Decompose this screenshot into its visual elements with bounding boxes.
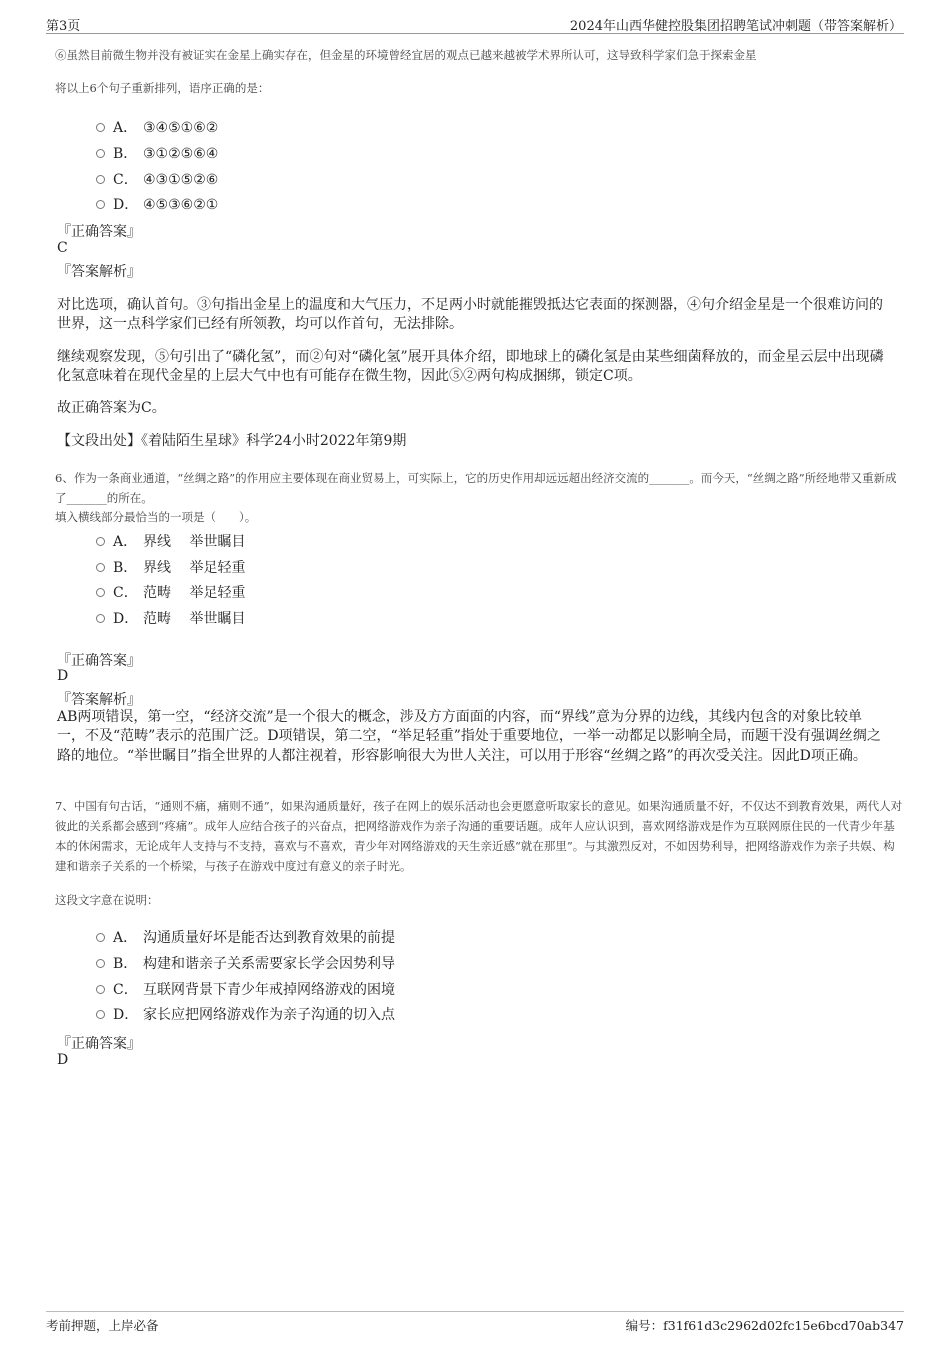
q5-analysis-paragraph-1: 对比选项，确认首句。③句指出金星上的温度和大气压力，不足两小时就能摧毁抵达它表面的探测器，④句介绍金星是一个很难访问的世界，这一点科学家们已经有所领教，均可以作首句，无法排除。: [57, 297, 883, 333]
radio-icon[interactable]: [96, 563, 105, 572]
q6-answer-label: 『正确答案』: [57, 653, 141, 669]
q6-option-c[interactable]: C． 范畴 举足轻重: [96, 582, 245, 602]
document-title: 2024年山西华健控股集团招聘笔试冲刺题（带答案解析）: [569, 19, 902, 34]
radio-icon[interactable]: [96, 614, 105, 623]
q5-answer: C: [57, 240, 68, 256]
q6-option-b[interactable]: B． 界线 举足轻重: [96, 557, 245, 577]
q5-analysis-label: 『答案解析』: [57, 264, 141, 280]
q7-stem: 7、中国有句古话，“通则不痛，痛则不通”，如果沟通质量好，孩子在网上的娱乐活动也会更愿意听取家长的意见。如果沟通质量不好，不仅达不到教育效果，两代人对彼此的关系都会感到“疼痛”。成年人应结合孩子的兴奋点，把网络游戏作为亲子沟通的重要话题。成年人应认识到，喜欢网络游戏是作为互联网原住民的一代青少年基本的休闲需求，无论成年人支持与不支持，喜欢与不喜欢，青少年对网络游戏的天生亲近感“就在那里”。与其激烈反对，不如因势利导，把网络游戏作为亲子共娱、构建和谐亲子关系的一个桥梁，与孩子在游戏中度过有意义的亲子时光。: [55, 799, 903, 874]
q5-option-d[interactable]: D． ④⑤③⑥②①: [96, 194, 218, 214]
page-header: [46, 12, 904, 34]
q5-instruction: 将以上6个句子重新排列，语序正确的是：: [55, 81, 270, 95]
q7-option-a[interactable]: A． 沟通质量好坏是能否达到教育效果的前提: [96, 927, 395, 947]
q6-analysis: AB两项错误，第一空，“经济交流”是一个很大的概念，涉及方方面面的内容，而“界线”意为分界的边线，其线内包含的对象比较单一，不及“范畴”表示的范围广泛。D项错误，第二空，“举足轻重”指处于重要地位，一举一动都足以影响全局，而题干没有强调丝绸之路的地位。“举世瞩目”指全世界的人都注视着，形容影响很大为世人关注，可以用于形容“丝绸之路”的再次受关注。因此D项正确。: [57, 709, 881, 764]
page-number: 第3页: [46, 19, 81, 34]
q7-option-c[interactable]: C． 互联网背景下青少年戒掉网络游戏的困境: [96, 979, 395, 999]
q7-answer: D: [57, 1052, 69, 1068]
q7-option-d[interactable]: D． 家长应把网络游戏作为亲子沟通的切入点: [96, 1004, 395, 1024]
q5-sentence-6: ⑥虽然目前微生物并没有被证实在金星上确实存在，但金星的环境曾经宜居的观点已越来越被学术界所认可，这导致科学家们急于探索金星: [55, 48, 757, 62]
q6-answer: D: [57, 668, 69, 684]
footer-slogan: 考前押题，上岸必备: [46, 1318, 159, 1333]
q5-analysis-paragraph-2: 继续观察发现，⑤句引出了“磷化氢”，而②句对“磷化氢”展开具体介绍，即地球上的磷化氢是由某些细菌释放的，而金星云层中出现磷化氢意味着在现代金星的上层大气中也有可能存在微生物，因此⑤②两句构成捆绑，锁定C项。: [57, 349, 884, 385]
q6-analysis-label: 『答案解析』: [57, 692, 141, 708]
q7-option-b[interactable]: B． 构建和谐亲子关系需要家长学会因势利导: [96, 953, 395, 973]
q5-analysis-conclusion: 故正确答案为C。: [57, 400, 166, 416]
radio-icon[interactable]: [96, 1010, 105, 1019]
q6-option-a[interactable]: A． 界线 举世瞩目: [96, 531, 245, 551]
q5-source: 【文段出处】《着陆陌生星球》科学24小时2022年第9期: [57, 433, 407, 449]
radio-icon[interactable]: [96, 959, 105, 968]
q5-option-c[interactable]: C． ④③①⑤②⑥: [96, 169, 218, 189]
radio-icon[interactable]: [96, 985, 105, 994]
q6-option-d[interactable]: D． 范畴 举世瞩目: [96, 608, 245, 628]
page-footer: [46, 1311, 904, 1335]
q5-answer-label: 『正确答案』: [57, 224, 141, 240]
radio-icon[interactable]: [96, 200, 105, 209]
radio-icon[interactable]: [96, 149, 105, 158]
q7-instruction: 这段文字意在说明：: [55, 893, 159, 907]
radio-icon[interactable]: [96, 123, 105, 132]
radio-icon[interactable]: [96, 933, 105, 942]
q6-stem: 6、作为一条商业通道，“丝绸之路”的作用应主要体现在商业贸易上，可实际上，它的历史作用却远远超出经济交流的_______。而今天，“丝绸之路”所经地带又重新成了_______的所在。: [55, 471, 897, 506]
q5-option-b[interactable]: B． ③①②⑤⑥④: [96, 143, 218, 163]
q5-option-a[interactable]: A． ③④⑤①⑥②: [96, 117, 218, 137]
radio-icon[interactable]: [96, 537, 105, 546]
q6-instruction: 填入横线部分最恰当的一项是（ ）。: [55, 510, 257, 524]
document-code: 编号：f31f61d3c2962d02fc15e6bcd70ab347: [625, 1318, 904, 1333]
radio-icon[interactable]: [96, 175, 105, 184]
radio-icon[interactable]: [96, 588, 105, 597]
q7-answer-label: 『正确答案』: [57, 1036, 141, 1052]
